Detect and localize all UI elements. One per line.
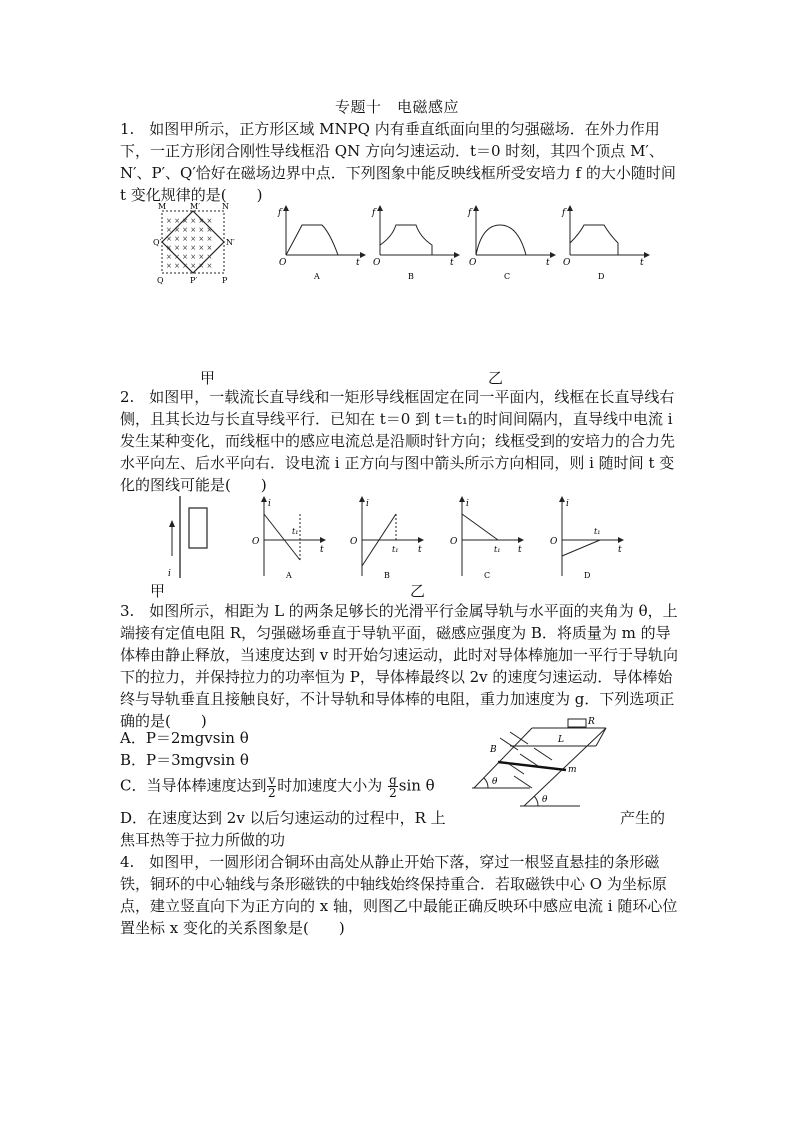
t1-label: t₁: [494, 545, 501, 554]
q2-graph-A: [250, 494, 330, 582]
origin: O: [450, 537, 458, 547]
q3-option-B: B．P＝3mgvsin θ: [120, 751, 249, 769]
denominator: 2: [268, 786, 276, 800]
q1-graph-C: [466, 203, 556, 283]
q1-label-jia: 甲: [200, 369, 216, 387]
page-title: 专题十 电磁感应: [334, 98, 459, 116]
origin: O: [373, 258, 381, 268]
q2-label-jia: 甲: [150, 582, 166, 600]
origin: O: [550, 537, 558, 547]
option-B-label: B: [384, 571, 390, 580]
label-Q: Q: [157, 276, 164, 285]
q1-graph-D: [560, 203, 650, 283]
q2-graph-D: [548, 494, 628, 582]
label-P-prime: P′: [190, 276, 198, 285]
label-Q-prime: Q′: [153, 238, 162, 247]
t1-label: t₁: [594, 527, 601, 536]
q2-graph-C: [448, 494, 528, 582]
label-L: L: [558, 735, 564, 745]
question-1-text: 1. 如图甲所示，正方形区域 MNPQ 内有垂直纸面向里的匀强磁场．在外力作用下，一正方形闭合刚性导线框沿 QN 方向匀速运动．t＝0 时刻，其四个顶点 M′、N′、P′、Q′恰好在磁场边界中点．下列图象中能反映线框所受安培力 f 的大小随时间 t 变化规律的是( ): [120, 120, 676, 204]
axis-t: t: [518, 545, 522, 555]
denominator: 2: [389, 786, 397, 800]
option-C-label: C: [484, 571, 491, 580]
q1-label-yi: 乙: [488, 369, 504, 387]
label-m: m: [568, 765, 577, 775]
option-B-label: B: [408, 272, 414, 281]
q2-graph-B: [348, 494, 428, 582]
option-C-label: C: [504, 272, 511, 281]
q1-magnetic-field-figure: [150, 203, 240, 285]
svg-text:× × × × × ×: × × × × × ×: [166, 253, 213, 261]
t1-label: t₁: [392, 545, 399, 554]
origin: O: [563, 258, 571, 268]
option-A-label: A: [314, 272, 320, 281]
axis-f: f: [468, 208, 472, 218]
current-i-label: i: [168, 569, 171, 579]
t1-label: t₁: [292, 527, 299, 536]
axis-t: t: [320, 545, 324, 555]
label-M-prime: M′: [190, 203, 201, 211]
axis-t: t: [418, 545, 422, 555]
svg-text:× × × × × ×: × × × × × ×: [166, 217, 213, 225]
option-C-text-1: C．当导体棒速度达到: [120, 776, 267, 795]
option-A-label: A: [286, 571, 292, 580]
axis-i: i: [366, 499, 369, 509]
label-theta-2: θ: [542, 795, 548, 805]
axis-i: i: [466, 499, 469, 509]
q1-graph-A: [276, 203, 366, 283]
option-D-label: D: [598, 272, 605, 281]
q3-option-D-line1b: 产生的: [620, 809, 666, 827]
q2-label-yi: 乙: [410, 582, 426, 600]
svg-text:× × × × × ×: × × × × × ×: [166, 262, 213, 270]
axis-f: f: [278, 208, 282, 218]
origin: O: [350, 537, 358, 547]
axis-t: t: [618, 545, 622, 555]
q3-option-D-line2: 焦耳热等于拉力所做的功: [120, 831, 286, 849]
option-C-text-2: 时加速度大小为: [277, 776, 383, 795]
origin: O: [279, 258, 287, 268]
label-N: N: [222, 203, 229, 211]
svg-text:× × × × × ×: × × × × × ×: [166, 226, 213, 234]
question-4-text: 4. 如图甲，一圆形闭合铜环由高处从静止开始下落，穿过一根竖直悬挂的条形磁铁，铜环的中心轴线与条形磁铁的中轴线始终保持重合．若取磁铁中心 O 为坐标原点，建立竖直向下为正方向的 x 轴，则图乙中最能正确反映环中感应电流 i 随环心位置坐标 x 变化的关系图象是( ): [120, 853, 678, 937]
svg-text:× × × × × ×: × × × × × ×: [166, 235, 213, 243]
label-R: R: [588, 717, 595, 727]
axis-t: t: [356, 258, 360, 268]
axis-i: i: [566, 499, 569, 509]
axis-t: t: [640, 258, 644, 268]
q3-option-A: A．P＝2mgvsin θ: [120, 729, 249, 747]
q3-option-D-line1: D．在速度达到 2v 以后匀速运动的过程中，R 上: [120, 809, 446, 827]
axis-i: i: [268, 499, 271, 509]
label-theta-1: θ: [492, 777, 498, 787]
q2-wire-frame-figure: [160, 494, 220, 584]
label-M: M: [158, 203, 167, 211]
question-3-text: 3. 如图所示，相距为 L 的两条足够长的光滑平行金属导轨与水平面的夹角为 θ，上端接有定值电阻 R，匀强磁场垂直于导轨平面，磁感应强度为 B．将质量为 m 的导体棒由静止释放，当速度达到 v 时开始匀速运动，此时对导体棒施加一平行于导轨向下的拉力，并保持拉力的功率恒为 P，导体棒最终以 2v 的速度匀速运动．导体棒始终与导轨垂直且接触良好，不计导轨和导体棒的电阻，重力加速度为 g．下列选项正确的是( ): [120, 602, 679, 730]
axis-t: t: [450, 258, 454, 268]
fraction-g-over-2: [388, 774, 398, 799]
option-D-label: D: [584, 571, 591, 580]
option-C-text-3: sin θ: [398, 776, 435, 795]
numerator: v: [268, 773, 276, 787]
fraction-v-over-2: [267, 774, 276, 799]
svg-text:× × × × × ×: × × × × × ×: [166, 244, 213, 252]
question-2-text: 2. 如图甲，一载流长直导线和一矩形导线框固定在同一平面内，线框在长直导线右侧，且其长边与长直导线平行．已知在 t＝0 到 t＝t₁的时间间隔内，直导线中电流 i 发生某种变化，而线框中的感应电流总是沿顺时针方向；线框受到的安培力的合力先水平向左、后水平向右．设电流 i 正方向与图中箭头所示方向相同，则 i 随时间 t 变化的图线可能是( ): [120, 388, 676, 494]
label-N-prime: N′: [226, 238, 235, 247]
q3-option-C: [120, 774, 435, 799]
label-P: P: [222, 276, 228, 285]
label-B: B: [490, 745, 497, 755]
q1-graph-B: [370, 203, 460, 283]
axis-f: f: [372, 208, 376, 218]
q3-inclined-rails-figure: [470, 714, 640, 810]
numerator: g: [389, 773, 397, 787]
origin: O: [252, 537, 260, 547]
axis-t: t: [546, 258, 550, 268]
axis-f: f: [562, 208, 566, 218]
origin: O: [469, 258, 477, 268]
